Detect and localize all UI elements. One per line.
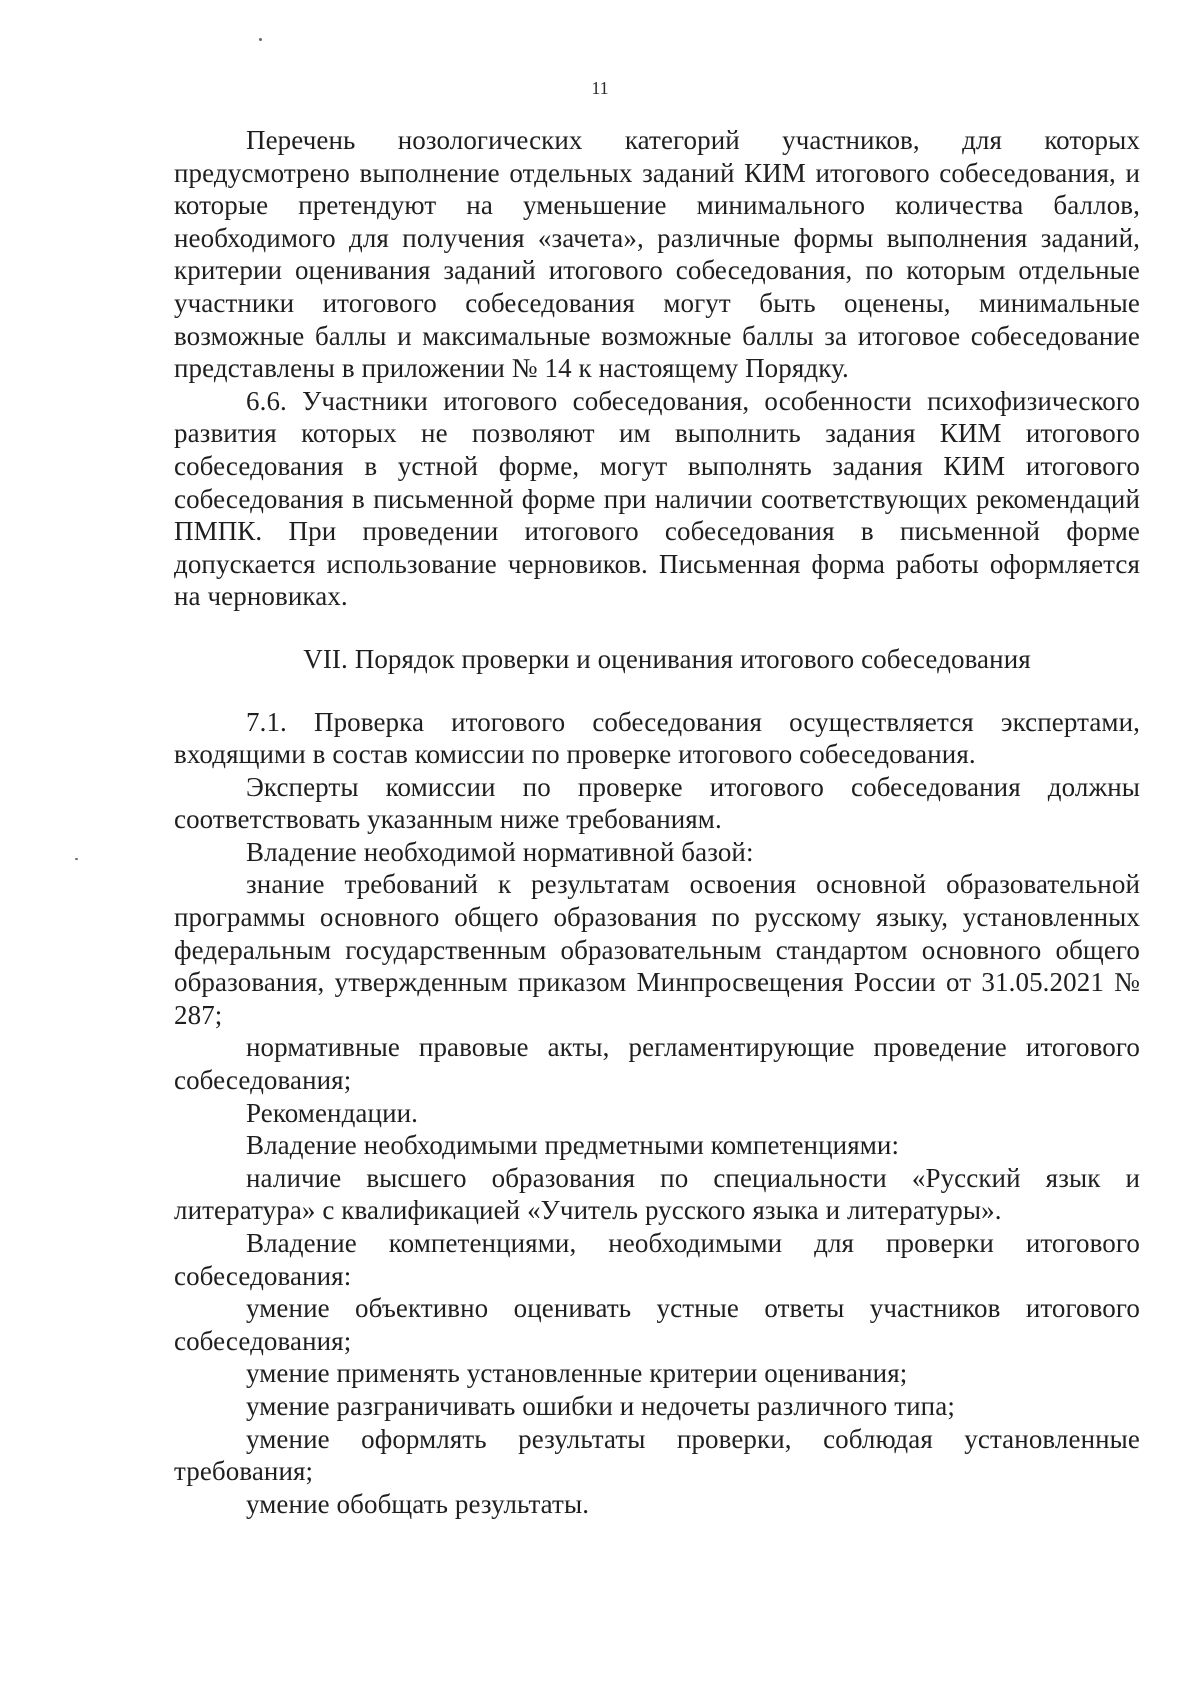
paragraph: Владение необходимыми предметными компетенциями: [246,1130,900,1161]
list-item: умение оформлять результаты проверки, соблюдая установленные требования; [174,1423,1140,1487]
list-item: нормативные правовые акты, регламентирующие проведение итогового собеседования; [174,1032,1140,1096]
list-item: умение разграничивать ошибки и недочеты различного типа; [246,1390,955,1421]
list-item: умение применять установленные критерии оценивания; [246,1358,908,1389]
paragraph: Эксперты комиссии по проверке итогового собеседования должны соответствовать указанным ниже требованиям. [174,771,1140,835]
document-body [174,124,1140,1520]
paragraph: Владение необходимой нормативной базой: [246,836,754,867]
scan-artifact [75,858,78,860]
paragraph: Владение компетенциями, необходимыми для проверки итогового собеседования: [174,1228,1140,1291]
page-number: 11 [591,78,609,98]
list-item: умение объективно оценивать устные ответы участников итогового собеседования; [174,1293,1140,1356]
paragraph: 6.6. Участники итогового собеседования, особенности психофизического развития которых не позволяют им выполнить задания КИМ итогового собеседования в устной форме, могут выполнять задания КИМ итогового собеседования в письменной форме при наличии соответствующих рекомендаций ПМПК. При проведении итогового собеседования в письменной форме допускается использование черновиков. Письменная форма работы оформляется на черновиках. [174,385,1140,612]
paragraph: Перечень нозологических категорий участников, для которых предусмотрено выполнение отдельных заданий КИМ итогового собеседования, и которые претендуют на уменьшение минимального количества баллов, необходимого для получения «зачета», различные формы выполнения заданий, критерии оценивания заданий итогового собеседования, по которым отдельные участники итогового собеседования могут быть оценены, минимальные возможные баллы и максимальные возможные баллы за итоговое собеседование представлены в приложении № 14 к настоящему Порядку. [174,125,1140,384]
section-heading: VII. Порядок проверки и оценивания итогового собеседования [303,643,1031,674]
list-item: умение обобщать результаты. [246,1488,590,1519]
list-item: Рекомендации. [246,1097,419,1128]
paragraph: 7.1. Проверка итогового собеседования осуществляется экспертами, входящими в состав комиссии по проверке итогового собеседования. [174,706,1140,770]
list-item: наличие высшего образования по специальности «Русский язык и литература» с квалификацией «Учитель русского языка и литературы». [174,1162,1140,1226]
list-item: знание требований к результатам освоения основной образовательной программы основного общего образования по русскому языку, установленных федеральным государственным образовательным стандартом основного общего образования, утвержденным приказом Минпросвещения России от 31.05.2021 № 287; [174,869,1140,1030]
scan-artifact [259,38,262,41]
